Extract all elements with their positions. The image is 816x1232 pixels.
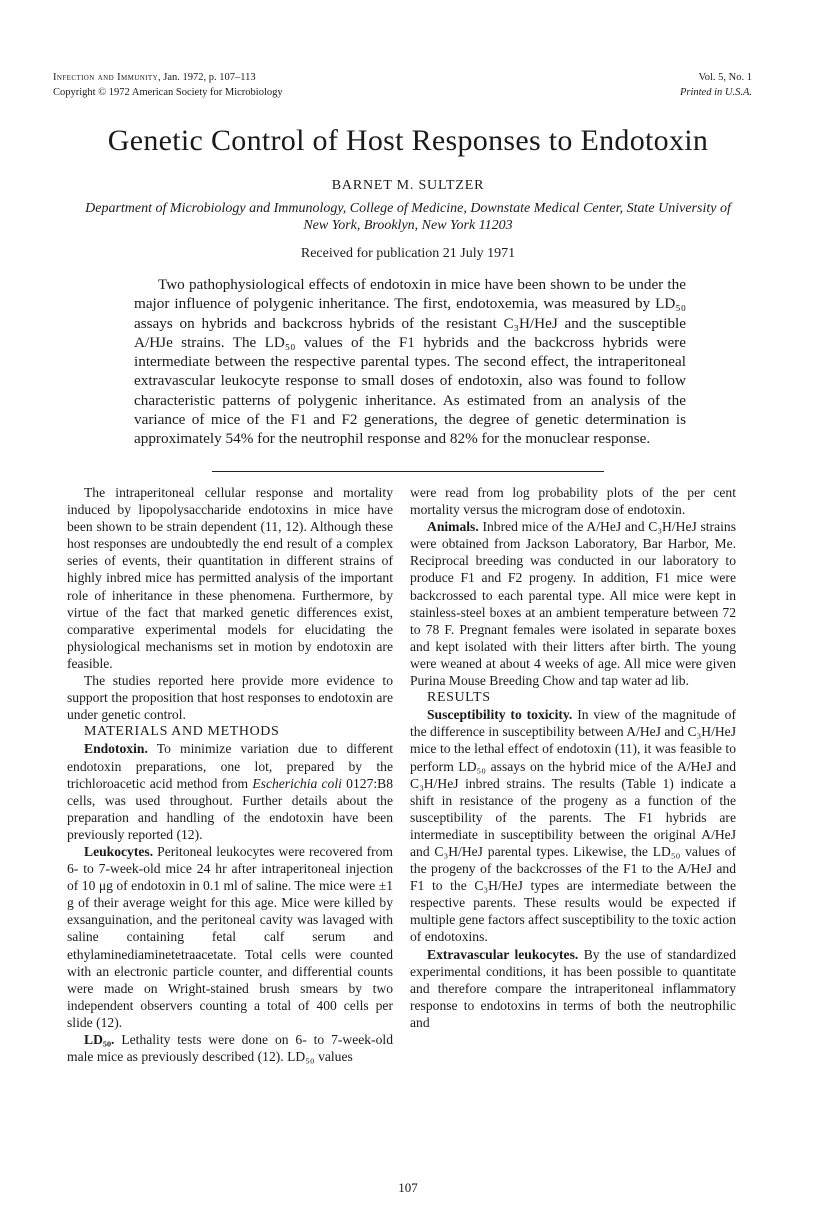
animals-text: Inbred mice of the A/HeJ and C₃H/HeJ strains were obtained from Jackson Laboratory, Bar Harbor, Me. Reciprocal breeding was conducted in our laboratory to produce F1 and F2 progeny. In addition, F1 mice were backcrossed to each parental type. All mice were kept in stainless-steel boxes at an ambient temperature between 72 to 78 F. Pregnant females were isolated in separate boxes and kept isolated with their litters after birth. The young were weaned at about 4 weeks of age. All mice were given Purina Mouse Breeding Chow and tap water ad lib. xyxy=(410,519,736,689)
ld50-paragraph xyxy=(67,1031,393,1065)
susceptibility-label: Susceptibility to toxicity. xyxy=(427,707,573,723)
methods-heading: MATERIALS AND METHODS xyxy=(84,724,280,740)
results-heading: RESULTS xyxy=(427,690,491,706)
printed-info: Printed in U.S.A. xyxy=(679,87,752,98)
endotoxin-species: Escherichia coli xyxy=(252,775,342,791)
abstract: Two pathophysiological effects of endotoxin in mice have been shown to be under the major influence of polygenic inheritance. The first, endotoxemia, was measured by LD₅₀ assays on hybrids and backcross hybrids of the resistant C₃H/HeJ and the susceptible A/HJe strains. The LD₅₀ values of the F1 hybrids and the backcross hybrids were intermediate between the respective parental types. The second effect, the intraperitoneal extravascular leukocyte response to small doses of endotoxin, also was found to follow characteristic patterns of polygenic inheritance. As estimated from an analysis of the variance of mice of the F1 and F2 generations, the degree of genetic determination is approximately 54% for the neutrophil response and 82% for the monuclear response. xyxy=(134,276,686,448)
ld50-label: LD₅₀. xyxy=(84,1032,115,1047)
intro-paragraph-2: The studies reported here provide more evidence to support the proposition that host responses to endotoxin are under genetic control. xyxy=(67,673,393,723)
abstract-divider xyxy=(212,471,604,472)
left-column xyxy=(67,484,393,1065)
journal-name: Infection and Immunity xyxy=(53,72,159,83)
ld50-text: Lethality tests were done on 6- to 7-week-old male mice as previously described (12). LD₅₀ values xyxy=(67,1032,393,1065)
leukocytes-text: Peritoneal leukocytes were recovered from 6- to 7-week-old mice 24 hr after intraperitoneal injection of 10 μg of endotoxin in 0.1 ml of saline. The mice were ±1 g of their average weight for this age. Mice were killed by exsanguination, and the peritoneal cavity was lavaged with saline containing fetal calf serum and ethylaminediaminetetraacetate. Total cells were counted with an electronic particle counter, and differential counts were made on Wright-stained brush smears by two independent observers counting a total of 400 cells per slide (12). xyxy=(67,843,393,1030)
article-title: Genetic Control of Host Responses to Endotoxin xyxy=(107,124,709,157)
ld50-continued: were read from log probability plots of the per cent mortality versus the microgram dose of endotoxin. xyxy=(410,485,736,518)
extravascular-label: Extravascular leukocytes. xyxy=(427,946,579,962)
extravascular-paragraph xyxy=(410,946,736,1031)
copyright-line: Copyright © 1972 American Society for Microbiology xyxy=(53,87,283,98)
leukocytes-paragraph xyxy=(67,843,393,1031)
endotoxin-paragraph xyxy=(67,740,393,843)
right-column xyxy=(410,484,736,1031)
issue-info: , Jan. 1972, p. 107–113 xyxy=(158,72,256,83)
extravascular-text: By the use of standardized experimental conditions, it has been possible to quantitate and therefore compare the intraperitoneal inflammatory response to endotoxins in terms of both the neutrophilic and xyxy=(410,946,736,1030)
running-header-right xyxy=(680,70,752,100)
endotoxin-label: Endotoxin. xyxy=(84,741,148,757)
animals-paragraph xyxy=(410,518,736,689)
received-date: Received for publication 21 July 1971 xyxy=(300,246,516,261)
endotoxin-text-a: To minimize variation due to different endotoxin preparations, one lot, prepared by the trichloroacetic acid method from xyxy=(67,741,393,791)
leukocytes-label: Leukocytes. xyxy=(84,843,154,859)
running-header-left xyxy=(53,70,283,100)
author-affiliation: Department of Microbiology and Immunology, College of Medicine, Downstate Medical Center, State University of New York, Brooklyn, New York 11203 xyxy=(85,201,731,233)
intro-paragraph-1: The intraperitoneal cellular response and mortality induced by lipopolysaccharide endotoxins in mice have been shown to be strain dependent (11, 12). Although these host responses are undoubtedly the end result of a complex series of events, their quantitation in different strains of highly inbred mice has permitted analysis of the important role of inheritance in these phenomena. Furthermore, by virtue of the fact that marked genetic differences exist, comparative experimental models for elucidating the physiological mechanisms set in motion by endotoxin are feasible. xyxy=(67,485,393,671)
volume-info: Vol. 5, No. 1 xyxy=(698,72,752,83)
page-number: 107 xyxy=(398,1180,418,1195)
susceptibility-paragraph xyxy=(410,706,736,945)
animals-label: Animals. xyxy=(427,519,479,535)
endotoxin-text-b: 0127:B8 cells, was used throughout. Further details about the preparation and handling of the endotoxin have been previously reported (12). xyxy=(67,775,393,842)
susceptibility-text: In view of the magnitude of the difference in susceptibility between A/HeJ and C₃H/HeJ mice to the lethal effect of endotoxin (11), it was feasible to perform LD₅₀ assays on the hybrid mice of the A/HeJ and C₃H/HeJ inbred strains. The results (Table 1) indicate a shift in resistance of the progeny as a function of the susceptibility of the parents. The F1 hybrids are intermediate in susceptibility between the original A/HeJ and C₃H/HeJ parental types. Likewise, the LD₅₀ values of the progeny of the backcrosses of the F1 to the A/HeJ and F1 to the C₃H/HeJ types are intermediate between the respective parents. These results would be expected if multiple gene factors affect susceptibility to the toxic action of endotoxins. xyxy=(410,707,736,945)
author-name: BARNET M. SULTZER xyxy=(331,178,485,193)
